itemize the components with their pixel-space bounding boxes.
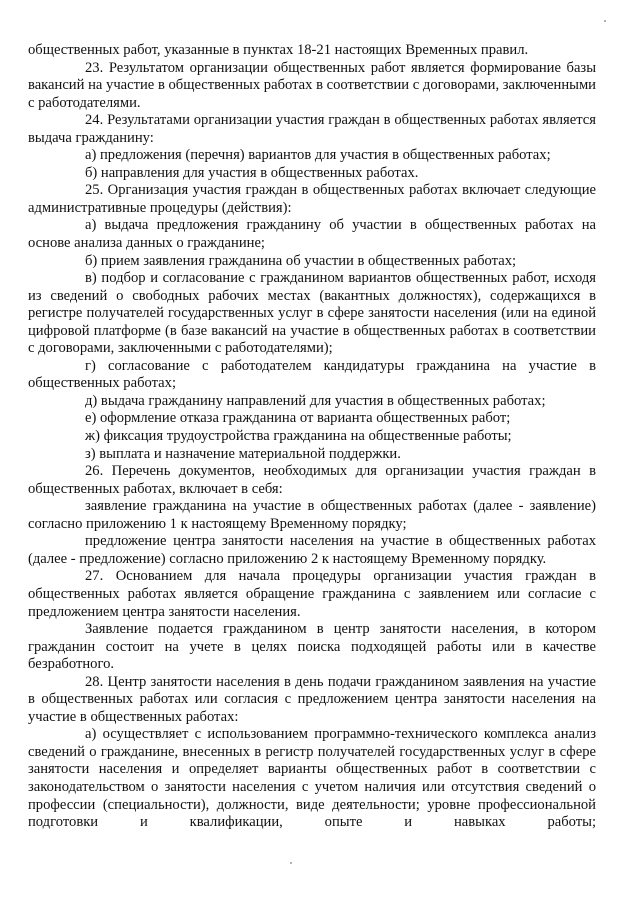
paragraph-28-item-a: а) осуществляет с использованием программно-технического комплекса анализ сведений о гражданине, внесенных в регистр получателей государственных услуг в сфере занятости населения и определяет варианты общественных работ в соответствии с законодательством о занятости населения с учетом наличия или отсутствия сведений о профессии (специальности), должности, виде деятельности; уровне профессиональной подготовки и квалификации, опыте и навыках работы; — [28, 726, 596, 831]
paragraph-24-item-b: б) направления для участия в общественных работах. — [85, 164, 419, 181]
paragraph-continuation: общественных работ, указанные в пунктах 18-21 настоящих Временных правил. — [28, 42, 529, 58]
paragraph-25-item-z: з) выплата и назначение материальной поддержки. — [85, 445, 401, 462]
paragraph-25-item-e: е) оформление отказа гражданина от варианта общественных работ; — [85, 410, 511, 427]
paragraph-25-item-d: д) выдача гражданину направлений для участия в общественных работах; — [85, 392, 546, 409]
paragraph-28: 28. Центр занятости населения в день подачи гражданином заявления на участие в общественных работах или согласия с предложением центра занятости населения на участие в общественных работах: — [28, 673, 596, 725]
document-body — [28, 42, 596, 832]
paragraph-26-item-proposal: предложение центра занятости населения на участие в общественных работах (далее - предложение) согласно приложению 2 к настоящему Временному порядку. — [28, 533, 596, 567]
paragraph-26-item-application: заявление гражданина на участие в общественных работах (далее - заявление) согласно приложению 1 к настоящему Временному порядку; — [28, 498, 596, 532]
paragraph-27-application-note: Заявление подается гражданином в центр занятости населения, в котором гражданин состоит на учете в целях поиска подходящей работы или в качестве безработного. — [28, 621, 596, 673]
paragraph-25-item-g: г) согласование с работодателем кандидатуры гражданина на участие в общественных работах; — [28, 357, 596, 392]
paragraph-25: 25. Организация участия граждан в общественных работах включает следующие административные процедуры (действия): — [28, 182, 596, 216]
scan-speck — [290, 862, 292, 864]
paragraph-23: 23. Результатом организации общественных работ является формирование базы вакансий на участие в общественных работах в соответствии с договорами, заключенными с работодателями. — [28, 59, 596, 111]
paragraph-25-item-b: б) прием заявления гражданина об участии в общественных работах; — [85, 252, 517, 269]
paragraph-25-item-zh: ж) фиксация трудоустройства гражданина на общественные работы; — [85, 428, 512, 445]
paragraph-27: 27. Основанием для начала процедуры организации участия граждан в общественных работах является обращение гражданина с заявлением или согласие с предложением центра занятости населения. — [28, 568, 596, 620]
paragraph-25-item-a: а) выдача предложения гражданину об участии в общественных работах на основе анализа данных о гражданине; — [28, 217, 596, 252]
paragraph-24-item-a: а) предложения (перечня) вариантов для участия в общественных работах; — [85, 147, 551, 164]
paragraph-24: 24. Результатами организации участия граждан в общественных работах является выдача гражданину: — [28, 112, 596, 146]
paragraph-26: 26. Перечень документов, необходимых для организации участия граждан в общественных работах, включает в себя: — [28, 463, 596, 497]
scan-speck — [604, 20, 606, 22]
paragraph-25-item-v: в) подбор и согласование с гражданином вариантов общественных работ, исходя из сведений о свободных рабочих местах (вакантных должностях), содержащихся в регистре получателей государственных услуг в сфере занятости населения (или на единой цифровой платформе (в базе вакансий на участие в общественных работах в соответствии с договорами, заключенными с работодателями); — [28, 270, 596, 357]
